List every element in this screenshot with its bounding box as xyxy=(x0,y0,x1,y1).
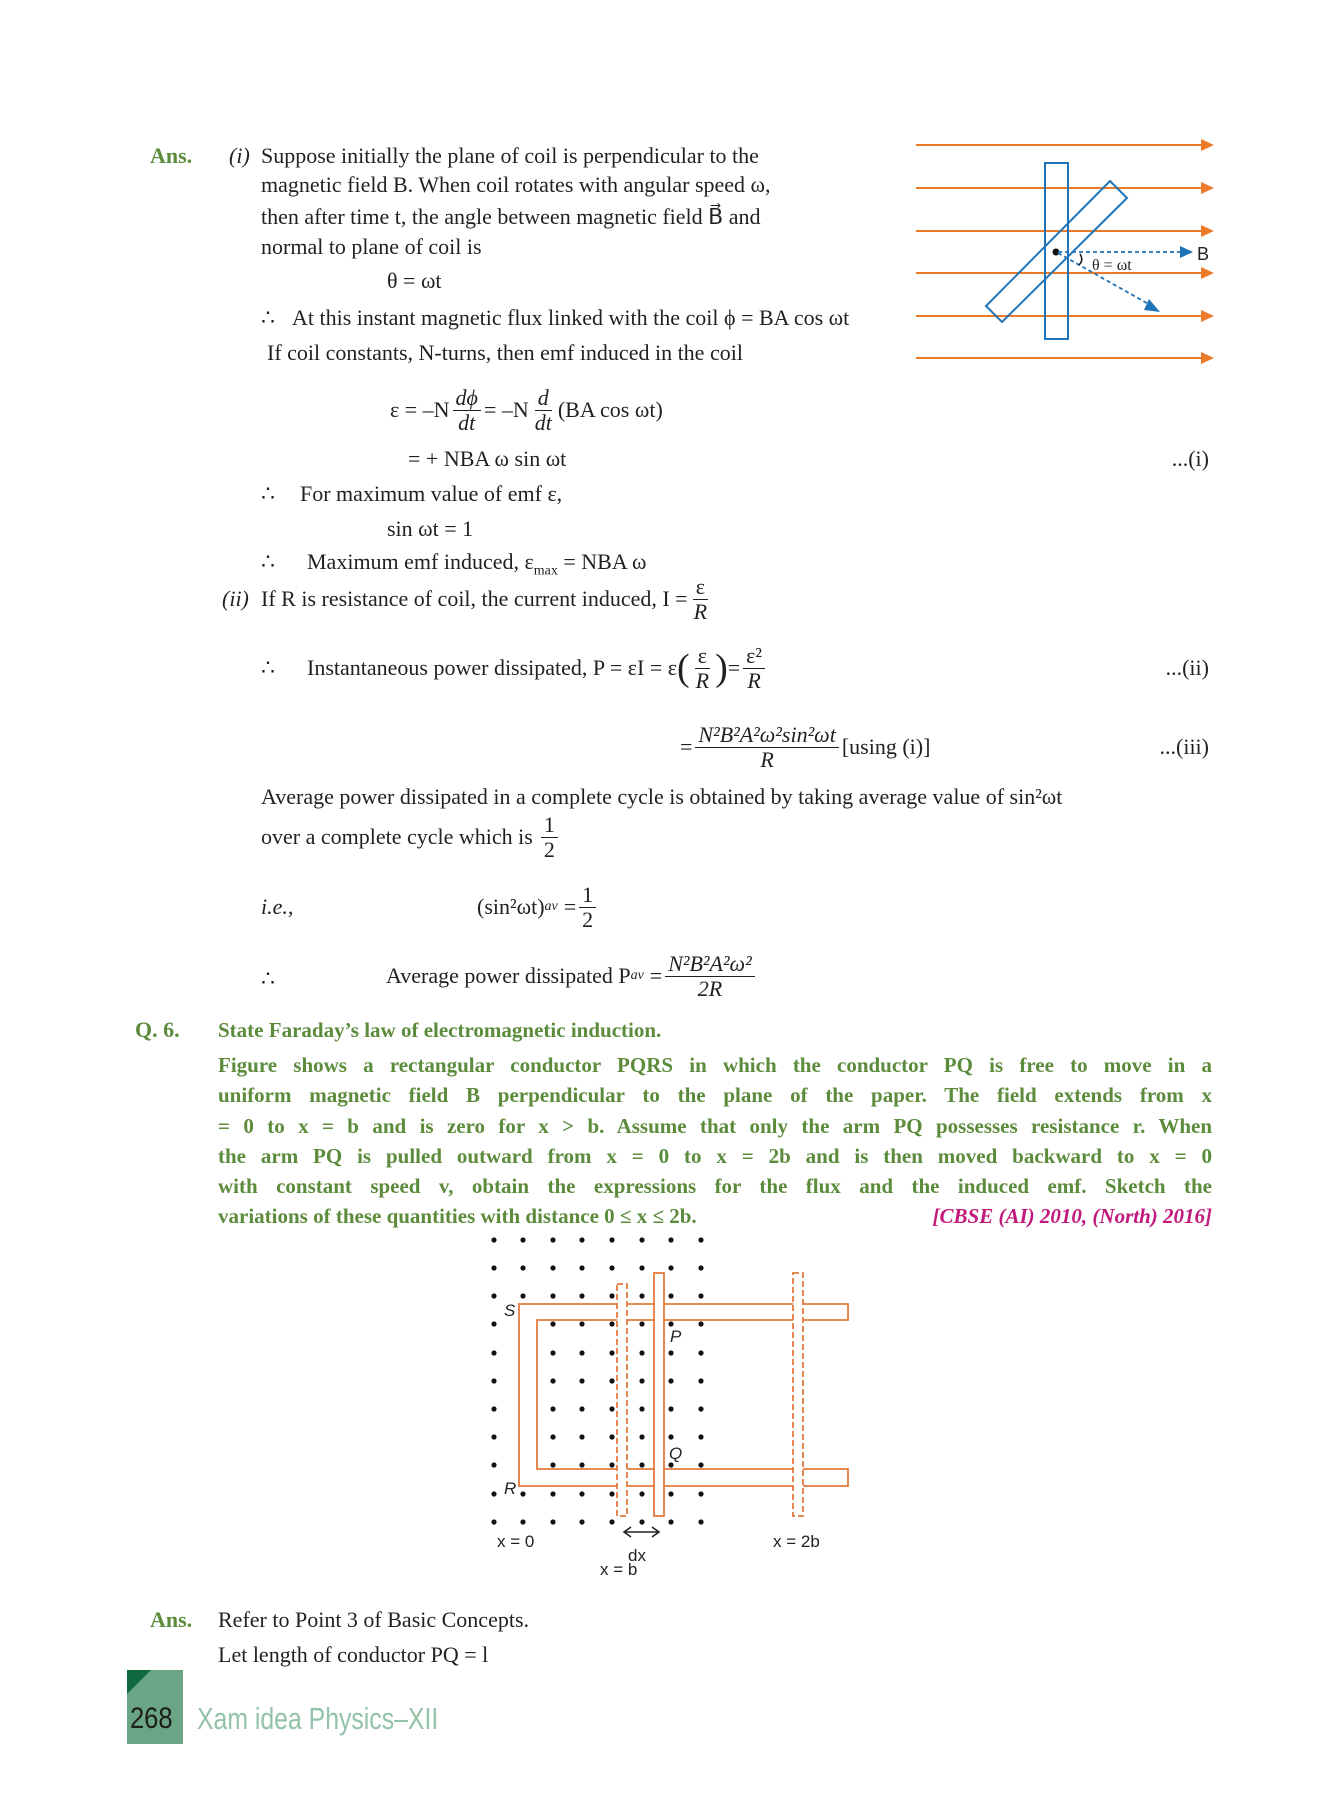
answer-line: magnetic field B. When coil rotates with angular speed ω, xyxy=(261,172,771,197)
field-dot xyxy=(609,1293,614,1298)
field-dot xyxy=(579,1434,584,1439)
numerator: ε² xyxy=(743,644,765,669)
field-dot xyxy=(550,1378,555,1383)
emf-lhs: ε = –N xyxy=(390,397,450,422)
fraction xyxy=(579,883,596,932)
denominator: dt xyxy=(534,409,552,435)
equals: = xyxy=(649,963,663,988)
field-dot xyxy=(698,1293,703,1298)
field-dot xyxy=(668,1378,673,1383)
emf-result: = + NBA ω sin ωt xyxy=(408,446,567,471)
arrowhead-icon xyxy=(1201,225,1214,237)
field-dot xyxy=(609,1350,614,1355)
sin-equation: sin ωt = 1 xyxy=(387,516,474,541)
power-equation xyxy=(307,633,768,703)
fraction xyxy=(541,813,558,862)
position-x-b-marker xyxy=(617,1284,627,1516)
max-emf-text: Maximum emf induced, ε xyxy=(307,549,534,574)
field-dot xyxy=(491,1406,496,1411)
label-x0: x = 0 xyxy=(497,1532,535,1551)
field-dot xyxy=(698,1406,703,1411)
answer-line: normal to plane of coil is xyxy=(261,234,482,259)
label-xb: x = b xyxy=(600,1560,638,1579)
arrowhead-icon xyxy=(1201,310,1214,322)
question-line: the arm PQ is pulled outward from x = 0 to x = 2b and is then moved backward to x = 0 xyxy=(218,1144,1212,1168)
field-dot xyxy=(639,1378,644,1383)
therefore-symbol: ∴ xyxy=(261,305,275,330)
field-dot xyxy=(698,1519,703,1524)
field-dot xyxy=(609,1434,614,1439)
paren-close: ) xyxy=(715,647,728,689)
denominator: 2R xyxy=(697,975,723,1001)
part-i-label: (i) xyxy=(229,143,250,168)
field-dot xyxy=(491,1519,496,1524)
max-line: For maximum value of emf ε, xyxy=(300,481,563,506)
field-dot xyxy=(520,1519,525,1524)
equation-number: ...(ii) xyxy=(1165,655,1209,680)
question-title: State Faraday’s law of electromagnetic induction. xyxy=(218,1018,662,1042)
label-P: P xyxy=(670,1327,682,1346)
double-arrow-icon xyxy=(624,1527,659,1537)
field-label: B xyxy=(1197,244,1210,264)
field-dot xyxy=(639,1265,644,1270)
question-label: Q. 6. xyxy=(135,1017,180,1042)
field-dot xyxy=(491,1491,496,1496)
question-line: with constant speed v, obtain the expressions for the flux and the induced emf. Sketch the xyxy=(218,1174,1212,1198)
theta-equation: θ = ωt xyxy=(387,268,442,293)
field-dot xyxy=(639,1434,644,1439)
current-line: If R is resistance of coil, the current induced, I = xyxy=(261,586,688,611)
avg-line-text: over a complete cycle which is xyxy=(261,824,533,849)
field-dot xyxy=(639,1462,644,1467)
paren-open: ( xyxy=(676,647,690,689)
field-dot xyxy=(550,1265,555,1270)
field-dot xyxy=(550,1237,555,1242)
question-line: uniform magnetic field B perpendicular to the plane of the paper. The field extends from x xyxy=(218,1083,1212,1107)
field-dot xyxy=(579,1519,584,1524)
field-dot xyxy=(639,1491,644,1496)
field-dot xyxy=(550,1519,555,1524)
field-dot xyxy=(698,1462,703,1467)
power-line: Instantaneous power dissipated, P = εI = ε xyxy=(307,655,677,680)
field-dot xyxy=(491,1350,496,1355)
field-dot xyxy=(550,1321,555,1326)
denominator: R xyxy=(747,667,761,693)
therefore-symbol: ∴ xyxy=(261,549,275,574)
field-dot xyxy=(491,1293,496,1298)
avg-line: Average power dissipated in a complete cycle is obtained by taking average value of sin²ωt xyxy=(261,784,1063,809)
equals: = xyxy=(680,734,693,759)
fraction xyxy=(693,644,712,693)
field-dot xyxy=(698,1491,703,1496)
answer-line: Let length of conductor PQ = l xyxy=(218,1642,489,1667)
field-dot xyxy=(550,1462,555,1467)
field-dot xyxy=(698,1321,703,1326)
field-dot xyxy=(579,1321,584,1326)
angle-arc xyxy=(1079,254,1082,265)
equation-number: ...(iii) xyxy=(1159,734,1209,759)
field-dot xyxy=(579,1265,584,1270)
field-dot xyxy=(491,1434,496,1439)
numerator: ε xyxy=(695,644,710,669)
field-dot xyxy=(668,1462,673,1467)
field-dot xyxy=(668,1519,673,1524)
question-reference: [CBSE (AI) 2010, (North) 2016] xyxy=(932,1204,1212,1228)
avg-power-equation xyxy=(386,941,758,1011)
field-dot xyxy=(698,1350,703,1355)
field-dot xyxy=(491,1237,496,1242)
denominator: R xyxy=(693,598,708,624)
fraction xyxy=(743,644,765,693)
rotating-coil-figure xyxy=(0,0,1340,400)
position-x-2b-marker xyxy=(793,1273,803,1516)
fraction xyxy=(665,952,754,1001)
field-dot xyxy=(550,1406,555,1411)
field-dot xyxy=(609,1406,614,1411)
field-dot xyxy=(609,1265,614,1270)
field-dot xyxy=(698,1378,703,1383)
emf-rhs: (BA cos ωt) xyxy=(557,397,663,422)
equals: = xyxy=(563,894,577,919)
field-dot xyxy=(609,1491,614,1496)
answer-line: Refer to Point 3 of Basic Concepts. xyxy=(218,1607,530,1632)
max-subscript: max xyxy=(533,563,558,579)
current-equation xyxy=(222,564,713,634)
field-dot xyxy=(668,1350,673,1355)
denominator: R xyxy=(695,667,710,693)
field-dot xyxy=(639,1350,644,1355)
answer-line: Suppose initially the plane of coil is perpendicular to the xyxy=(261,143,759,168)
field-dot xyxy=(609,1519,614,1524)
field-dot xyxy=(491,1321,496,1326)
field-dot xyxy=(491,1265,496,1270)
av-subscript: av xyxy=(544,899,558,914)
field-dot xyxy=(579,1350,584,1355)
page-corner-decoration xyxy=(127,1670,151,1694)
field-dot xyxy=(609,1462,614,1467)
field-dot xyxy=(609,1321,614,1326)
field-dot xyxy=(639,1406,644,1411)
field-dot xyxy=(668,1237,673,1242)
field-dot xyxy=(579,1462,584,1467)
equals: = xyxy=(727,655,741,680)
arrowhead-icon xyxy=(1201,352,1214,364)
page-number: 268 xyxy=(130,1702,173,1735)
label-x2b: x = 2b xyxy=(773,1532,820,1551)
label-dx: dx xyxy=(628,1546,646,1565)
avg-power-label: Average power dissipated P xyxy=(386,963,631,988)
answer-line: then after time t, the angle between magnetic field B⃗ and xyxy=(261,204,761,229)
denominator: 2 xyxy=(543,836,555,862)
field-dot xyxy=(579,1491,584,1496)
arrowhead-icon xyxy=(1201,267,1214,279)
part-ii-label: (ii) xyxy=(222,586,249,611)
field-dot xyxy=(668,1265,673,1270)
field-dot xyxy=(698,1265,703,1270)
fraction xyxy=(695,723,838,772)
field-dot xyxy=(520,1237,525,1242)
field-dot xyxy=(550,1491,555,1496)
answer-label: Ans. xyxy=(150,143,193,168)
field-dot xyxy=(520,1491,525,1496)
field-dot xyxy=(639,1293,644,1298)
label-R: R xyxy=(504,1479,517,1498)
answer-label: Ans. xyxy=(150,1607,193,1632)
field-dot xyxy=(579,1293,584,1298)
field-dot xyxy=(491,1378,496,1383)
max-emf-rhs: = NBA ω xyxy=(563,549,647,574)
field-dot xyxy=(520,1265,525,1270)
field-dot xyxy=(550,1434,555,1439)
avg-expr: (sin²ωt) xyxy=(477,894,545,919)
fraction xyxy=(691,575,710,624)
field-dot xyxy=(579,1406,584,1411)
field-dot xyxy=(639,1321,644,1326)
field-dot xyxy=(639,1519,644,1524)
equation-number: ...(i) xyxy=(1171,446,1209,471)
field-dot xyxy=(579,1237,584,1242)
using-note: [using (i)] xyxy=(841,734,931,759)
numerator: ε xyxy=(693,575,708,600)
angle-label: θ = ωt xyxy=(1092,257,1132,274)
arrowhead-icon xyxy=(1201,139,1214,151)
field-dot xyxy=(668,1491,673,1496)
field-dot xyxy=(639,1237,644,1242)
therefore-symbol: ∴ xyxy=(261,481,275,506)
avg-equation xyxy=(477,872,599,942)
numerator: dϕ xyxy=(453,386,481,411)
field-dot xyxy=(668,1293,673,1298)
field-dot xyxy=(668,1434,673,1439)
question-line: = 0 to x = b and is zero for x > b. Assume that only the arm PQ possesses resistance r. When xyxy=(218,1114,1212,1138)
label-Q: Q xyxy=(669,1444,683,1463)
flux-line: At this instant magnetic flux linked with the coil ϕ = BA cos ωt xyxy=(292,305,850,330)
numerator: 1 xyxy=(579,883,596,908)
therefore-symbol: ∴ xyxy=(261,966,275,991)
sliding-rod-PQ xyxy=(654,1273,664,1516)
numerator: d xyxy=(535,386,552,411)
field-dot xyxy=(668,1321,673,1326)
field-dot xyxy=(520,1293,525,1298)
power-full-equation xyxy=(680,712,930,782)
field-dot xyxy=(668,1406,673,1411)
book-title: Xam idea Physics–XII xyxy=(197,1701,439,1736)
denominator: dt xyxy=(458,409,476,435)
field-dot xyxy=(550,1350,555,1355)
avg-line-2 xyxy=(261,802,561,872)
label-S: S xyxy=(504,1301,516,1320)
field-dot xyxy=(491,1462,496,1467)
field-dot xyxy=(550,1293,555,1298)
denominator: 2 xyxy=(582,906,594,932)
ie-label: i.e., xyxy=(261,894,294,919)
field-dot xyxy=(609,1237,614,1242)
field-dot xyxy=(698,1434,703,1439)
emf-intro: If coil constants, N-turns, then emf induced in the coil xyxy=(267,340,743,365)
field-dot xyxy=(579,1378,584,1383)
field-dot xyxy=(698,1237,703,1242)
sliding-conductor-figure xyxy=(0,1220,1340,1600)
arrowhead-icon xyxy=(1201,182,1214,194)
numerator: 1 xyxy=(541,813,558,838)
denominator: R xyxy=(760,746,774,772)
question-line: Figure shows a rectangular conductor PQRS in which the conductor PQ is free to move in a xyxy=(218,1053,1212,1077)
numerator: N²B²A²ω²sin²ωt xyxy=(695,723,838,748)
av-subscript: av xyxy=(630,968,644,983)
therefore-symbol: ∴ xyxy=(261,655,275,680)
arrowhead-icon xyxy=(1144,299,1160,312)
field-dot xyxy=(609,1378,614,1383)
arrowhead-icon xyxy=(1180,246,1193,258)
question-last-line: variations of these quantities with distance 0 ≤ x ≤ 2b. xyxy=(218,1204,697,1228)
emf-mid: = –N xyxy=(483,397,529,422)
numerator: N²B²A²ω² xyxy=(665,952,754,977)
